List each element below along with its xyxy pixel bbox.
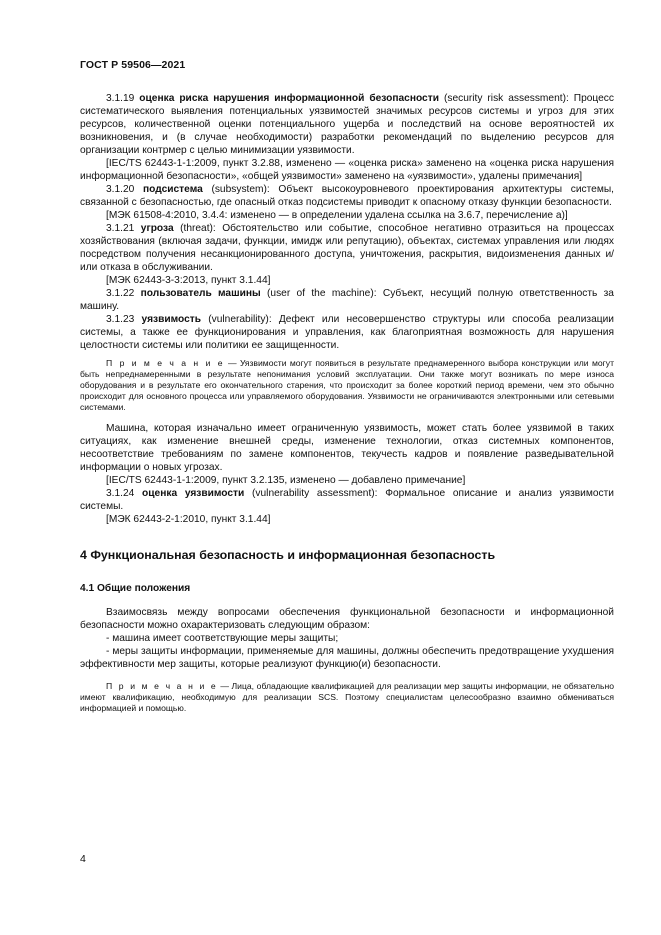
note-label: П р и м е ч а н и е <box>106 358 225 368</box>
definition-3-1-19 <box>80 92 614 157</box>
term: оценка уязвимости <box>142 488 245 499</box>
list-item: - машина имеет соответствующие меры защиты; <box>106 633 339 644</box>
subsection-heading: 4.1 Общие положения <box>80 583 191 594</box>
clause-number: 3.1.19 <box>106 93 135 104</box>
term: подсистема <box>143 184 203 195</box>
clause-number: 3.1.20 <box>106 184 135 195</box>
note-label: П р и м е ч а н и е <box>106 681 218 691</box>
term: угроза <box>140 223 174 234</box>
definition-3-1-23 <box>80 313 614 352</box>
clause-number: 3.1.23 <box>106 314 135 325</box>
note-3-1-23 <box>80 358 614 413</box>
definition-text: (user of the machine): Субъект, несущий полную ответственность за машину. <box>80 288 614 312</box>
note-text: — Уязвимости могут появиться в результате преднамеренного выбора конструкции или могут быть непреднамеренными в результате непонимания условий эксплуатации. Они также могут возникать по мере износа оборудования и в результате его окончательного старения, что происходит за более короткий период времени, чем это обычно происходит для основного процесса или управляемого оборудования. Уязвимости не ограничиваются электронными или сетевыми системами. <box>80 358 615 412</box>
definition-text: (vulnerability): Дефект или несовершенство структуры или способа реализации системы, а также ее функционирования и управления, как благоприятная возможность для нарушения целостности системы или политики ее защищенности. <box>80 314 614 351</box>
page-content <box>80 92 614 714</box>
definition-3-1-20 <box>80 183 614 209</box>
term: оценка риска нарушения информационной безопасности <box>139 93 439 104</box>
clause-number: 3.1.24 <box>106 488 135 499</box>
definition-extra-text: Машина, которая изначально имеет ограниченную уязвимость, может стать более уязвимой в таких ситуациях, как изменение внешней среды, изменение технологии, отказ системных компонентов, несоответствие требованиям по замене компонентов, текучесть кадров и появление разведывательной информации о новых угрозах. <box>80 423 614 473</box>
page-number: 4 <box>80 853 86 865</box>
list-item: - меры защиты информации, применяемые для машины, должны обеспечить предотвращение ухудшения эффективности мер защиты, которые реализуют функцию(и) безопасности. <box>80 646 614 670</box>
section-intro: Взаимосвязь между вопросами обеспечения функциональной безопасности и информационной безопасности можно охарактеризовать следующим образом: <box>80 607 614 631</box>
definition-text: (security risk assessment): Процесс систематического выявления потенциальных уязвимостей значимых ресурсов системы и угроз для этих ресурсов, количественной оценки потенциального ущерба и последствий на основе вероятностей их возникновения, и (в случае необходимости) разработки рекомендаций по выделению ресурсов для организации контрмер с целью минимизации уязвимости. <box>80 93 614 156</box>
note-text: — Лица, обладающие квалификацией для реализации мер защиты информации, не обязательно имеют квалификацию, необходимую для реализации SCS. Поэтому специалистам целесообразно взаимно обмениваться информацией и помощью. <box>80 681 615 713</box>
clause-number: 3.1.21 <box>106 223 135 234</box>
definition-text: (vulnerability assessment): Формальное описание и анализ уязвимости системы. <box>80 488 614 512</box>
source-reference: [МЭК 62443-3-3:2013, пункт 3.1.44] <box>106 275 271 286</box>
definition-text: (threat): Обстоятельство или событие, способное негативно отразиться на процессах хозяйствования (включая задачи, функции, имидж или репутацию), объектах, системах управления или людях посредством получения несанкционированного доступа, уничтожения, раскрытия, видоизменения данных и/или отказа в обслуживании. <box>80 223 614 273</box>
source-reference: [МЭК 62443-2-1:2010, пункт 3.1.44] <box>106 514 271 525</box>
definition-text: (subsystem): Объект высокоуровневого проектирования архитектуры системы, связанной с безопасностью, где опасный отказ подсистемы приводит к опасному отказу функции безопасности. <box>80 184 614 208</box>
source-reference: [МЭК 61508-4:2010, 3.4.4: изменено — в определении удалена ссылка на 3.6.7, перечисление a)] <box>106 210 568 221</box>
definition-3-1-22 <box>80 287 614 313</box>
definition-3-1-24 <box>80 487 614 513</box>
term: пользователь машины <box>140 288 261 299</box>
clause-number: 3.1.22 <box>106 288 135 299</box>
term: уязвимость <box>141 314 202 325</box>
source-reference: [IEC/TS 62443-1-1:2009, пункт 3.2.135, изменено — добавлено примечание] <box>106 475 466 486</box>
section-note <box>80 681 614 714</box>
section-heading: 4 Функциональная безопасность и информационная безопасность <box>80 548 496 562</box>
source-reference: [IEC/TS 62443-1-1:2009, пункт 3.2.88, изменено — «оценка риска» заменено на «оценка риска нарушения информационной безопасности», «общей уязвимости» заменено на «уязвимости», удалены примечания] <box>80 158 614 182</box>
definition-3-1-21 <box>80 222 614 274</box>
standard-designation: ГОСТ Р 59506—2021 <box>80 59 186 71</box>
